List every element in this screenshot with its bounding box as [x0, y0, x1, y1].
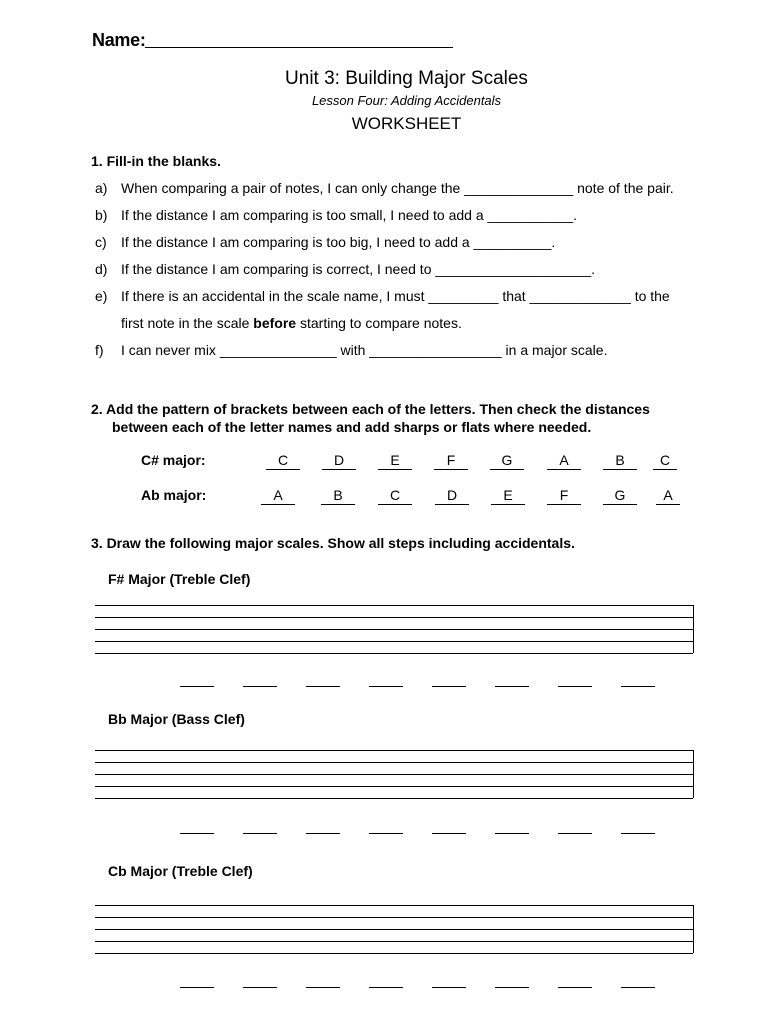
answer-blank[interactable]: [432, 686, 466, 687]
staff-2-title: Bb Major (Bass Clef): [108, 711, 245, 727]
item-text: If the distance I am comparing is correct, I need to ____________________.: [121, 261, 595, 277]
staff-line: [95, 629, 693, 630]
c-sharp-note: B: [603, 452, 637, 470]
a-flat-note: A: [261, 487, 295, 505]
staff-line: [95, 786, 693, 787]
item-text-pre: first note in the scale: [121, 315, 254, 331]
a-flat-note: C: [378, 487, 412, 505]
answer-blank[interactable]: [243, 833, 277, 834]
staff-line: [95, 798, 693, 799]
item-text-bold: before: [253, 315, 297, 331]
a-flat-note: E: [491, 487, 525, 505]
q1-item-b: [95, 207, 577, 223]
worksheet-heading: WORKSHEET: [351, 114, 462, 133]
staff-line: [95, 774, 693, 775]
answer-blank[interactable]: [369, 987, 403, 988]
staff-line: [95, 953, 693, 954]
q1-item-e-continued: [95, 315, 462, 331]
staff-3[interactable]: [95, 905, 694, 953]
c-sharp-note: A: [547, 452, 581, 470]
answer-blank[interactable]: [621, 833, 655, 834]
item-letter: e): [95, 288, 108, 304]
answer-blank[interactable]: [558, 833, 592, 834]
item-text: I can never mix _______________ with _________________ in a major scale.: [121, 342, 608, 358]
q1-item-f: [95, 342, 607, 358]
item-text: If there is an accidental in the scale name, I must _________ that _____________ to the: [121, 288, 670, 304]
staff-line: [95, 941, 693, 942]
c-sharp-note: C: [266, 452, 300, 470]
item-text: When comparing a pair of notes, I can only change the ______________ note of the pair.: [121, 180, 674, 196]
staff-line: [95, 905, 693, 906]
answer-blank[interactable]: [243, 987, 277, 988]
question-2-heading-line2: between each of the letter names and add sharps or flats where needed.: [112, 419, 592, 435]
staff-line: [95, 750, 693, 751]
staff-line: [95, 762, 693, 763]
question-3-heading: 3. Draw the following major scales. Show all steps including accidentals.: [91, 535, 575, 551]
item-letter: a): [95, 180, 108, 196]
answer-blank[interactable]: [306, 987, 340, 988]
staff-1[interactable]: [95, 605, 694, 653]
staff-line: [95, 617, 693, 618]
answer-blank[interactable]: [495, 833, 529, 834]
a-flat-note: B: [321, 487, 355, 505]
staff-line: [95, 653, 693, 654]
answer-blank[interactable]: [621, 987, 655, 988]
staff-3-title: Cb Major (Treble Clef): [108, 863, 253, 879]
answer-blank[interactable]: [180, 686, 214, 687]
item-text-post: starting to compare notes.: [296, 315, 462, 331]
page-title: Unit 3: Building Major Scales: [285, 68, 528, 89]
answer-blank[interactable]: [558, 987, 592, 988]
question-1-heading: 1. Fill-in the blanks.: [91, 153, 221, 169]
answer-blank[interactable]: [432, 987, 466, 988]
a-flat-major-label: Ab major:: [141, 487, 207, 503]
staff-line: [95, 641, 693, 642]
a-flat-note: D: [435, 487, 469, 505]
item-letter: b): [95, 207, 108, 223]
a-flat-note: A: [656, 487, 680, 505]
staff-2[interactable]: [95, 750, 694, 798]
item-letter: d): [95, 261, 108, 277]
c-sharp-note: D: [322, 452, 356, 470]
c-sharp-major-label: C# major:: [141, 452, 206, 468]
answer-blank[interactable]: [180, 833, 214, 834]
item-text: If the distance I am comparing is too small, I need to add a ___________.: [121, 207, 578, 223]
staff-line: [95, 917, 693, 918]
answer-blank[interactable]: [243, 686, 277, 687]
c-sharp-note: F: [434, 452, 468, 470]
answer-blank[interactable]: [369, 833, 403, 834]
answer-blank[interactable]: [369, 686, 403, 687]
answer-blank[interactable]: [621, 686, 655, 687]
answer-blank[interactable]: [180, 987, 214, 988]
answer-blank[interactable]: [306, 833, 340, 834]
a-flat-note: F: [547, 487, 581, 505]
lesson-subtitle: Lesson Four: Adding Accidentals: [311, 93, 502, 108]
item-text: If the distance I am comparing is too big, I need to add a __________.: [121, 234, 556, 250]
answer-blank[interactable]: [495, 987, 529, 988]
answer-blank[interactable]: [432, 833, 466, 834]
q1-item-d: [95, 261, 595, 277]
c-sharp-note: G: [490, 452, 524, 470]
c-sharp-note: C: [653, 452, 677, 470]
answer-blank[interactable]: [558, 686, 592, 687]
answer-blank[interactable]: [306, 686, 340, 687]
staff-line: [95, 929, 693, 930]
answer-blank[interactable]: [495, 686, 529, 687]
c-sharp-note: E: [378, 452, 412, 470]
item-letter: f): [95, 342, 104, 358]
question-2-heading-line1: 2. Add the pattern of brackets between each of the letters. Then check the distances: [91, 401, 650, 417]
q1-item-e: [95, 288, 670, 304]
staff-1-title: F# Major (Treble Clef): [108, 571, 251, 587]
item-letter: c): [95, 234, 107, 250]
q1-item-c: [95, 234, 555, 250]
name-blank-line[interactable]: [145, 47, 453, 48]
name-label: Name:: [92, 30, 146, 50]
q1-item-a: [95, 180, 674, 196]
a-flat-note: G: [603, 487, 637, 505]
staff-line: [95, 605, 693, 606]
